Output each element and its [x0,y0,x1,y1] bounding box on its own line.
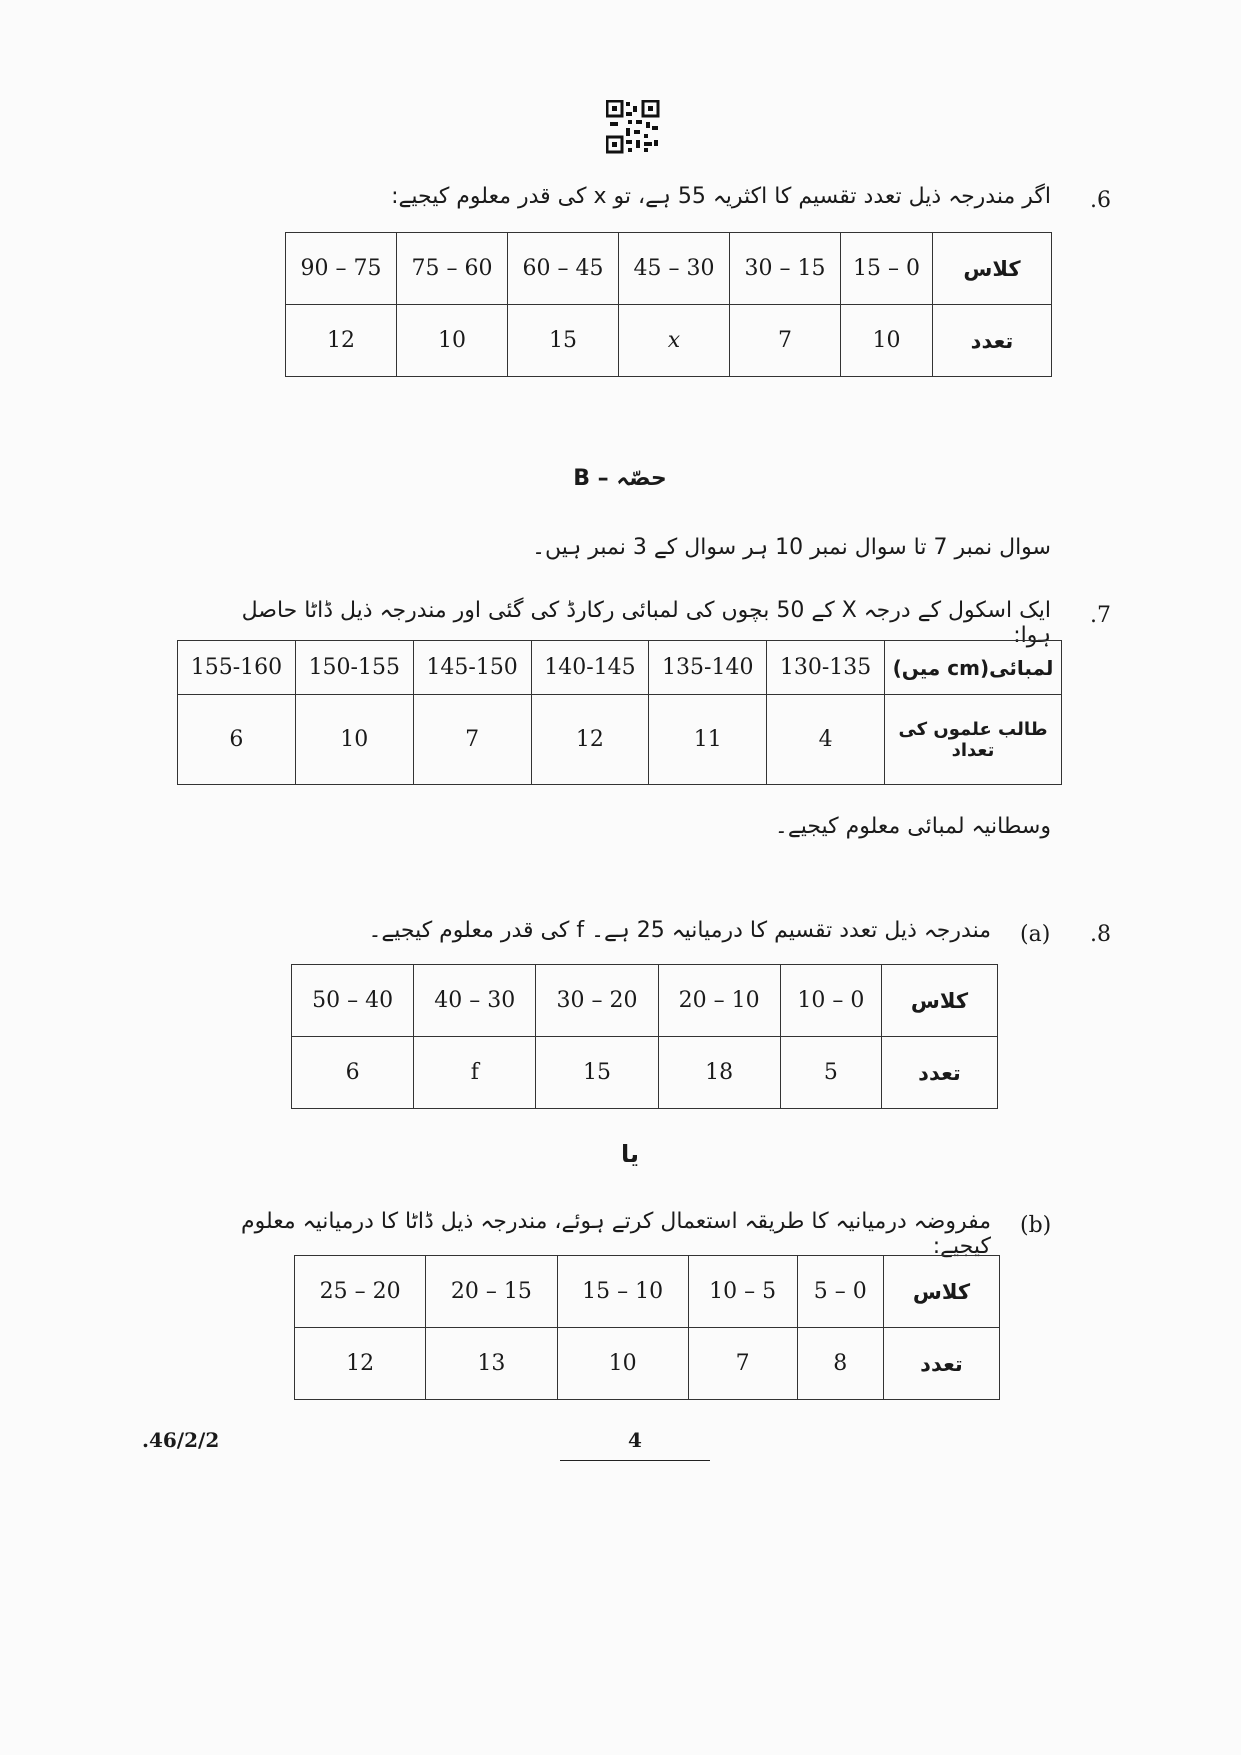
table-q8a [291,964,998,1109]
freq-cell: x [619,305,730,377]
row-label-students: طالب علموں کی تعداد [885,695,1062,785]
class-cell: 130-135 [767,641,885,695]
freq-cell: 12 [286,305,397,377]
footer-divider [560,1460,710,1461]
section-instructions: سوال نمبر 7 تا سوال نمبر 10 ہر سوال کے 3 نمبر ہیں۔ [532,535,1051,560]
row-label-frequency: تعدد [933,305,1052,377]
table-row [286,233,1052,305]
question-7-text: ایک اسکول کے درجہ X کے 50 بچوں کی لمبائی رکارڈ کی گئی اور مندرجہ ذیل ڈاٹا حاصل ہوا: [241,598,1051,648]
freq-cell: 15 [508,305,619,377]
table-q6 [285,232,1052,377]
table-row [178,695,1062,785]
class-cell: 15 – 30 [729,233,840,305]
class-cell: 60 – 75 [397,233,508,305]
row-label-class: کلاس [933,233,1052,305]
class-cell: 75 – 90 [286,233,397,305]
freq-cell: 7 [413,695,531,785]
freq-cell: 7 [688,1328,797,1400]
freq-cell: 6 [178,695,296,785]
freq-cell: 18 [658,1037,780,1109]
class-cell: 0 – 5 [797,1256,883,1328]
row-label-frequency: تعدد [884,1328,1000,1400]
class-cell: 40 – 50 [292,965,414,1037]
class-cell: 20 – 30 [536,965,658,1037]
freq-cell: 10 [295,695,413,785]
class-cell: 145-150 [413,641,531,695]
or-label: یا [620,1140,640,1168]
row-label-height: لمبائی(cm میں) [885,641,1062,695]
table-row [292,965,998,1037]
table-row [292,1037,998,1109]
class-cell: 150-155 [295,641,413,695]
class-cell: 135-140 [649,641,767,695]
freq-cell: 7 [729,305,840,377]
question-8b-part: (b) [1020,1213,1052,1238]
table-row [178,641,1062,695]
class-cell: 30 – 45 [619,233,730,305]
freq-cell: 10 [557,1328,688,1400]
page-number: 4 [628,1428,642,1452]
table-row [295,1256,1000,1328]
freq-cell: f [414,1037,536,1109]
class-cell: 20 – 25 [295,1256,426,1328]
class-cell: 140-145 [531,641,649,695]
freq-cell: 6 [292,1037,414,1109]
question-6-number: .6 [1090,188,1111,213]
class-cell: 0 – 15 [840,233,932,305]
class-cell: 155-160 [178,641,296,695]
question-6-text: اگر مندرجہ ذیل تعدد تقسیم کا اکثریہ 55 ہے، تو x کی قدر معلوم کیجیے: [391,184,1051,209]
freq-cell: 10 [397,305,508,377]
question-7-number: .7 [1090,603,1111,628]
freq-cell: 12 [531,695,649,785]
class-cell: 30 – 40 [414,965,536,1037]
table-row [295,1328,1000,1400]
freq-cell: 10 [840,305,932,377]
freq-cell: 13 [426,1328,557,1400]
table-q7 [177,640,1062,785]
row-label-class: کلاس [882,965,998,1037]
class-cell: 5 – 10 [688,1256,797,1328]
question-7-followup: وسطانیہ لمبائی معلوم کیجیے۔ [774,814,1051,839]
section-title: حصّہ – B [573,466,667,491]
freq-cell: 15 [536,1037,658,1109]
table-q8b [294,1255,1000,1400]
freq-cell: 11 [649,695,767,785]
class-cell: 15 – 20 [426,1256,557,1328]
question-8a-part: (a) [1020,922,1051,947]
freq-cell: 12 [295,1328,426,1400]
row-label-class: کلاس [884,1256,1000,1328]
table-row [286,305,1052,377]
freq-cell: 8 [797,1328,883,1400]
row-label-frequency: تعدد [882,1037,998,1109]
question-8b-text: مفروضہ درمیانیہ کا طریقہ استعمال کرتے ہوئے، مندرجہ ذیل ڈاٹا کا درمیانیہ معلوم کیجیے: [241,1209,991,1259]
question-8-number: .8 [1090,922,1111,947]
class-cell: 0 – 10 [780,965,881,1037]
question-8a-text: مندرجہ ذیل تعدد تقسیم کا درمیانیہ 25 ہے۔ f کی قدر معلوم کیجیے۔ [368,918,991,943]
class-cell: 45 – 60 [508,233,619,305]
freq-cell: 4 [767,695,885,785]
paper-code: .46/2/2 [142,1428,220,1452]
class-cell: 10 – 15 [557,1256,688,1328]
freq-cell: 5 [780,1037,881,1109]
class-cell: 10 – 20 [658,965,780,1037]
qr-code-icon [606,100,660,154]
